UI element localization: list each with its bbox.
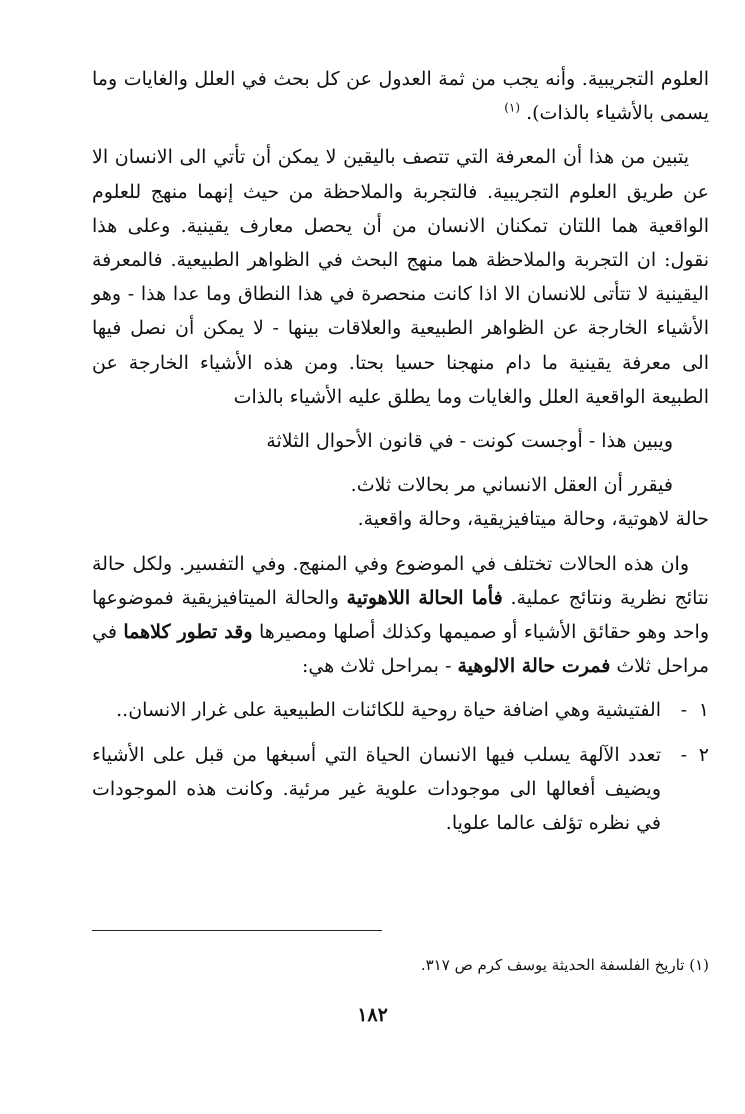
paragraph-continuation (92, 62, 709, 130)
paragraph-states-list: حالة لاهوتية، وحالة ميتافيزيقية، وحالة واقعية. (357, 508, 709, 531)
paragraph-text: العلوم التجريبية. وأنه يجب من ثمة العدول عن كل بحث في العلل والغايات وما يسمى بالأشياء بالذات). (92, 68, 709, 125)
page-number: ١٨٢ (357, 1004, 388, 1026)
list-item (92, 738, 709, 841)
footnote: (١) تاريخ الفلسفة الحديثة يوسف كرم ص ٣١٧. (420, 956, 709, 974)
paragraph-comte-law: ويبين هذا - أوجست كونت - في قانون الأحوال الثلاثة (266, 430, 673, 453)
bold-divinity-state: فمرت حالة الالوهية (457, 655, 611, 678)
paragraph-states-differ: وان هذه الحالات تختلف في الموضوع وفي المنهج. وفي التفسير. ولكل حالة نتائج نظرية ونتائج عملية. فأما الحالة اللاهوتية والحالة الميتافيزيقية فموضوعها واحد وهو حقائق الأشياء أو صميمها وكذلك أصلها ومصيرها وقد تطور كلاهما في مراحل ثلاث فمرت حالة الالوهية - بمراحل ثلاث هي: (92, 552, 709, 678)
list-item-dash: - (680, 743, 687, 766)
bold-both-evolved: وقد تطور كلاهما (123, 621, 253, 644)
footnote-reference[interactable]: (١) (504, 100, 521, 115)
list-item (92, 693, 709, 727)
list-item-number: ٢ (698, 743, 709, 766)
list-item-text: تعدد الآلهة يسلب فيها الانسان الحياة التي أسبغها من قبل على الأشياء ويضيف أفعالها الى موجودات علوية غير مرئية. وكانت هذه الموجودات في نظره تؤلف عالما علويا. (92, 743, 661, 835)
paragraph-certain-knowledge: يتبين من هذا أن المعرفة التي تتصف باليقين لا يمكن أن تأتي الى الانسان الا عن طريق العلوم التجريبية. فالتجربة والملاحظة من حيث إنهما منهج للعلوم الواقعية هما اللتان تمكنان الانسان من أن يحصل معارف يقينية. وعلى هذا نقول: ان التجربة والملاحظة هما منهج البحث في الظواهر الطبيعية. فالمعرفة اليقينية لا تتأتى للانسان الا اذا كانت منحصرة في هذا النطاق وما عدا هذا - وهو الأشياء الخارجة عن الظواهر الطبيعية والعلاقات بينها - لا يمكن أن نصل فيها الى معرفة يقينية ما دام منهجنا حسيا بحتا. ومن هذه الأشياء الخارجة عن الطبيعة الواقعية العلل والغايات وما يطلق عليه الأشياء بالذات (92, 146, 709, 408)
list-item-number: ١ (698, 699, 709, 722)
footnote-divider (92, 930, 382, 931)
main-text (92, 62, 709, 840)
list-item-text: الفتيشية وهي اضافة حياة روحية للكائنات الطبيعية على غرار الانسان.. (116, 699, 661, 722)
list-item-dash: - (680, 699, 687, 722)
paragraph-three-states: فيقرر أن العقل الانساني مر بحالات ثلاث. (350, 474, 673, 497)
bold-theological-state: فأما الحالة اللاهوتية (346, 586, 503, 609)
